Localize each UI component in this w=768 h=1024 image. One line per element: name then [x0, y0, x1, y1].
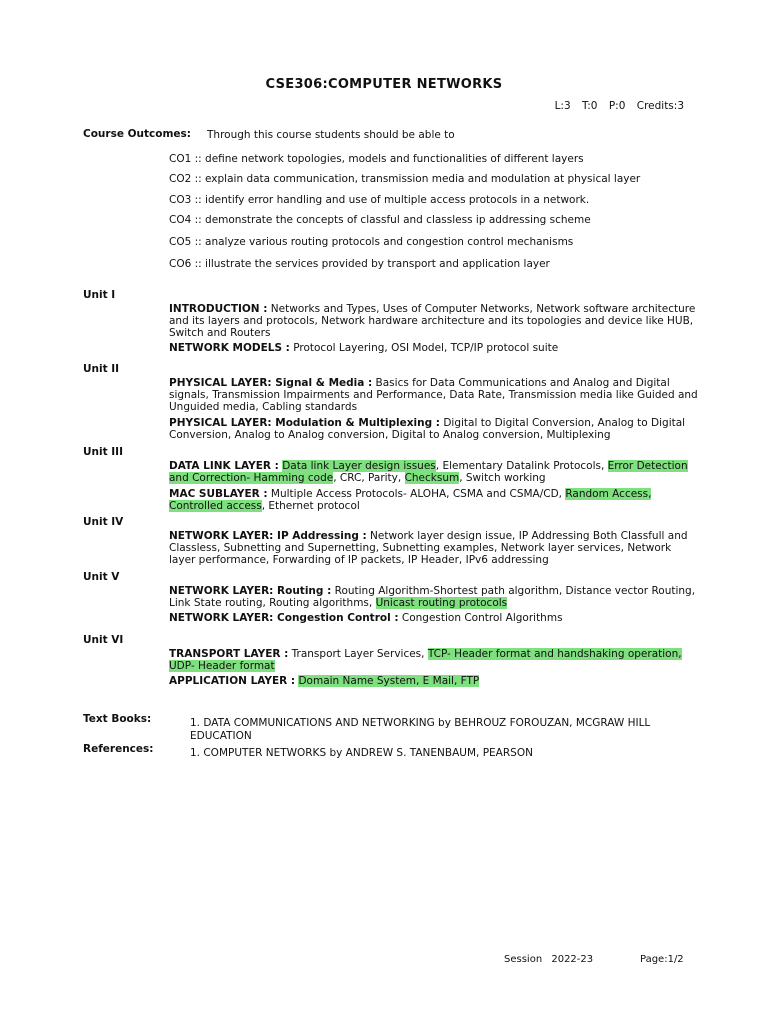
topic-text: Protocol Layering, OSI Model, TCP/IP protocol suite — [293, 342, 559, 354]
topic-text: Digital to Digital Conversion, Analog to Digital Conversion, Analog to Analog conversion, Digital to Analog conversion, Multiplexing — [169, 417, 686, 441]
topic-text: Routing Algorithm-Shortest path algorithm, Distance vector Routing, Link State routing, Routing algorithms, — [169, 585, 696, 609]
session-value: 2022-23 — [551, 954, 594, 965]
topic-heading: PHYSICAL LAYER: Modulation & Multiplexing : — [169, 417, 440, 429]
session-info — [504, 954, 593, 965]
topic-heading: NETWORK LAYER: Routing : — [169, 585, 332, 597]
topic-heading: DATA LINK LAYER : — [169, 460, 279, 472]
unit-1-network-models — [169, 342, 699, 354]
topic-text: , CRC, Parity, — [333, 472, 405, 484]
reference-item: 1. COMPUTER NETWORKS by ANDREW S. TANENBAUM, PEARSON — [190, 747, 533, 759]
session-label: Session — [504, 954, 543, 965]
co-item: CO6 :: illustrate the services provided by transport and application layer — [169, 258, 550, 270]
topic-text: Congestion Control Algorithms — [401, 612, 563, 624]
page-title: CSE306:COMPUTER NETWORKS — [265, 77, 503, 92]
topic-text: Network layer design issue, IP Addressing Both Classfull and Classless, Subnetting and Supernetting, Subnetting examples, Network layer services, Network layer performance, Forwarding of IP packets, IP Header, IPv6 addressing — [169, 530, 688, 566]
course-outcomes-intro: Through this course students should be able to — [207, 129, 455, 141]
topic-text: Transport Layer Services, — [291, 648, 428, 660]
unit-1-label: Unit I — [83, 289, 116, 301]
highlighted-text: Error Detection and Correction- Hamming code — [169, 460, 688, 484]
unit-3-label: Unit III — [83, 446, 123, 458]
topic-heading: INTRODUCTION : — [169, 303, 268, 315]
unit-2-modulation — [169, 417, 699, 441]
unit-5-label: Unit V — [83, 571, 120, 583]
practical-hours: P:0 — [608, 100, 626, 112]
unit-3-mac-sublayer — [169, 488, 699, 512]
topic-heading: NETWORK LAYER: Congestion Control : — [169, 612, 399, 624]
unit-4-ip-addressing — [169, 530, 699, 566]
co-item: CO5 :: analyze various routing protocols and congestion control mechanisms — [169, 236, 574, 248]
topic-text: Multiple Access Protocols- ALOHA, CSMA and CSMA/CD, — [270, 488, 566, 500]
co-item: CO2 :: explain data communication, transmission media and modulation at physical layer — [169, 173, 641, 185]
co-item: CO3 :: identify error handling and use of multiple access protocols in a network. — [169, 194, 590, 206]
credits-value: Credits:3 — [636, 100, 684, 112]
topic-text: , Switch working — [459, 472, 546, 484]
unit-2-label: Unit II — [83, 363, 120, 375]
unit-6-application-layer — [169, 675, 699, 687]
topic-heading: APPLICATION LAYER : — [169, 675, 296, 687]
highlighted-text: Data link Layer design issues — [282, 460, 436, 472]
tutorial-hours: T:0 — [582, 100, 598, 112]
unit-5-congestion-control — [169, 612, 699, 624]
text-book-item: 1. DATA COMMUNICATIONS AND NETWORKING by BEHROUZ FOROUZAN, MCGRAW HILL EDUCATION — [190, 717, 651, 742]
topic-text: , Elementary Datalink Protocols, — [435, 460, 608, 472]
topic-text: , Ethernet protocol — [261, 500, 360, 512]
lecture-hours: L:3 — [554, 100, 571, 112]
highlighted-text: TCP- Header format and handshaking operation, UDP- Header format — [169, 648, 682, 672]
highlighted-text: Domain Name System, E Mail, FTP — [298, 675, 480, 687]
unit-6-transport-layer — [169, 648, 699, 672]
course-outcomes-label: Course Outcomes: — [83, 128, 191, 140]
topic-text: Basics for Data Communications and Analog and Digital signals, Transmission Impairments and Performance, Data Rate, Transmission media like Guided and Unguided media, Cabling standards — [169, 377, 698, 413]
topic-heading: MAC SUBLAYER : — [169, 488, 268, 500]
page-number: Page:1/2 — [640, 954, 684, 965]
references-label: References: — [83, 743, 154, 755]
credits-row — [547, 100, 684, 112]
topic-heading: TRANSPORT LAYER : — [169, 648, 289, 660]
topic-heading: NETWORK MODELS : — [169, 342, 290, 354]
highlighted-text: Random Access, Controlled access — [169, 488, 652, 512]
highlighted-text: Checksum — [404, 472, 460, 484]
co-item: CO1 :: define network topologies, models and functionalities of different layers — [169, 153, 584, 165]
topic-text: Networks and Types, Uses of Computer Networks, Network software architecture and its layers and protocols, Network hardware architecture and its topologies and device like HUB, Switch and Routers — [169, 303, 696, 339]
highlighted-text: Unicast routing protocols — [375, 597, 508, 609]
unit-4-label: Unit IV — [83, 516, 124, 528]
text-books-label: Text Books: — [83, 713, 152, 725]
unit-6-label: Unit VI — [83, 634, 124, 646]
co-item: CO4 :: demonstrate the concepts of classful and classless ip addressing scheme — [169, 214, 591, 226]
unit-5-routing — [169, 585, 699, 609]
unit-1-introduction — [169, 303, 699, 339]
topic-heading: NETWORK LAYER: IP Addressing : — [169, 530, 367, 542]
unit-2-signal-media — [169, 377, 699, 413]
unit-3-data-link — [169, 460, 699, 484]
topic-heading: PHYSICAL LAYER: Signal & Media : — [169, 377, 373, 389]
